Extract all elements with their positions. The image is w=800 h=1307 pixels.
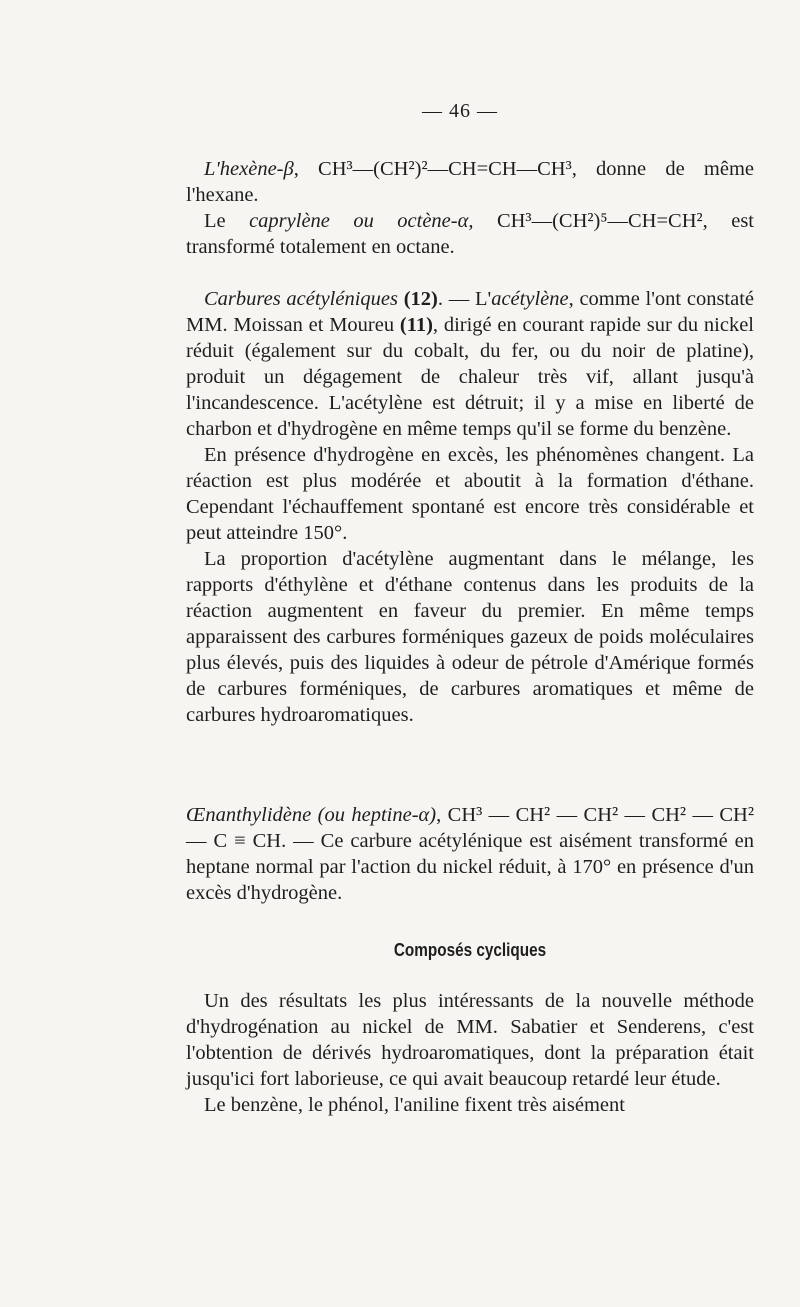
text-block-acetylene bbox=[186, 286, 754, 728]
text-fragment: , comme l'ont constaté MM. Moissan et Moureu bbox=[186, 288, 755, 336]
paragraph-excess-hydrogen: En présence d'hydrogène en excès, les phénomènes changent. La réaction est plus modérée et aboutit à la formation d'éthane. Cependant l'échauffement spontané est encore très considérable et peut atteindre 150°. bbox=[186, 444, 754, 544]
page-number: — 46 — bbox=[422, 100, 498, 122]
oenanthylidene-formula: , CH³ — CH² — CH² — CH² — CH² — C ≡ CH. — Ce carbure acétylénique est aisément transformé en heptane normal par l'action du nickel réduit, à 170° en présence d'un excès d'hydrogène. bbox=[186, 804, 754, 904]
oenanthylidene-name: Œnanthylidène (ou heptine-α) bbox=[186, 804, 437, 826]
text-block-top bbox=[186, 156, 754, 260]
hexene-formula: , CH³—(CH²)²—CH=CH—CH³, donne de même l'hexane. bbox=[186, 158, 754, 206]
caprylene-formula: , CH³—(CH²)⁵—CH=CH², est transformé totalement en octane. bbox=[186, 210, 755, 258]
section-title-acetyleniques: Carbures acétyléniques bbox=[204, 288, 398, 310]
text-block-cycliques bbox=[186, 988, 754, 1118]
text-fragment: . — L' bbox=[437, 288, 492, 310]
paragraph-oenanthylidene bbox=[186, 802, 754, 906]
paragraph-acetylene bbox=[186, 286, 754, 442]
paragraph-caprylene bbox=[186, 208, 754, 260]
reference-11: (11) bbox=[399, 314, 433, 336]
hexene-name: L'hexène-β bbox=[204, 158, 294, 180]
acetylene-term: acétylène bbox=[491, 288, 569, 310]
reference-12: (12) bbox=[403, 288, 438, 310]
text-fragment: , dirigé en courant rapide sur du nickel réduit (également sur du cobalt, du fer, ou du noir de platine), produit un dégagement de chaleur très vif, allant jusqu'à l'incandescence. L'acétylène est détruit; il y a mise en liberté de charbon et d'hydrogène en même temps qu'il se forme du benzène. bbox=[186, 314, 755, 440]
paragraph-hexene bbox=[186, 156, 754, 208]
caprylene-pre: Le bbox=[204, 210, 250, 232]
paragraph-proportion: La proportion d'acétylène augmentant dans le mélange, les rapports d'éthylène et d'éthane contenus dans les produits de la réaction augmentent en faveur du premier. En même temps apparaissent des carbures forméniques gazeux de poids moléculaires plus élevés, puis des liquides à odeur de pétrole d'Amérique formés de carbures forméniques, de carbures aromatiques et même de carbures hydroaromatiques. bbox=[186, 548, 754, 726]
paragraph-results: Un des résultats les plus intéressants de la nouvelle méthode d'hydrogénation au nickel de MM. Sabatier et Senderens, c'est l'obtention de dérivés hydroaromatiques, dont la préparation était jusqu'ici fort laborieuse, ce qui avait beaucoup retardé leur étude. bbox=[186, 990, 754, 1090]
text-block-oenanthylidene bbox=[186, 802, 754, 906]
section-heading: Composés cycliques bbox=[393, 940, 547, 960]
paragraph-benzene: Le benzène, le phénol, l'aniline fixent très aisément bbox=[204, 1094, 625, 1116]
caprylene-name: caprylène ou octène-α bbox=[249, 210, 469, 232]
